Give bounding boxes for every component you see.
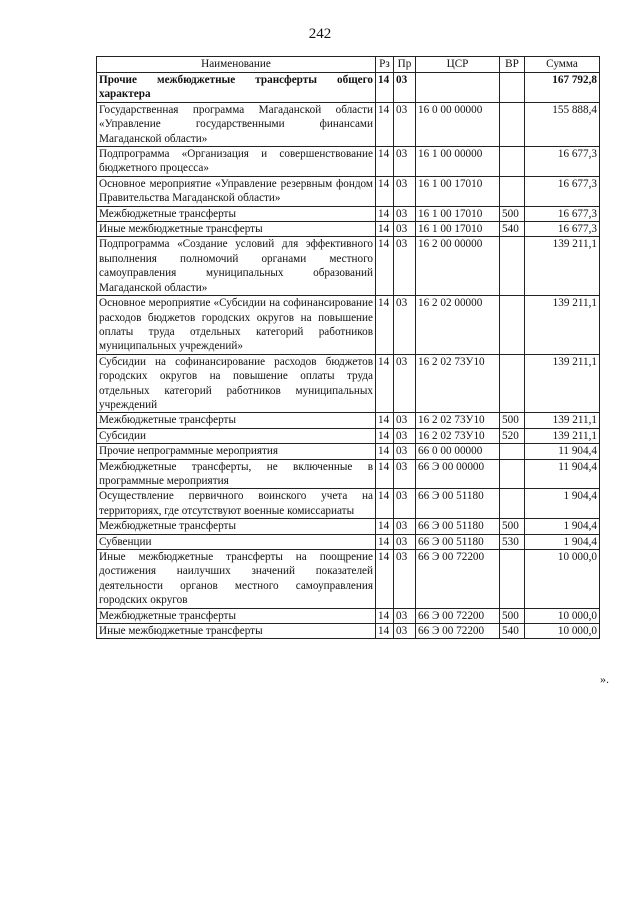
row-name: Государственная программа Магаданской области «Управление государственными финансами Магаданской области» xyxy=(97,102,376,146)
row-pr: 03 xyxy=(394,608,416,623)
row-vr xyxy=(500,296,525,355)
table-row xyxy=(97,102,600,146)
row-pr: 03 xyxy=(394,489,416,519)
row-pr: 03 xyxy=(394,534,416,549)
row-csr: 16 1 00 00000 xyxy=(416,147,500,177)
table-header xyxy=(97,57,600,73)
row-name: Субсидии xyxy=(97,428,376,443)
row-pr: 03 xyxy=(394,519,416,534)
row-vr xyxy=(500,354,525,413)
row-vr: 500 xyxy=(500,206,525,221)
row-pr: 03 xyxy=(394,459,416,489)
table-row xyxy=(97,624,600,639)
table-row xyxy=(97,413,600,428)
row-rz: 14 xyxy=(376,444,394,459)
row-name: Межбюджетные трансферты xyxy=(97,206,376,221)
row-pr: 03 xyxy=(394,428,416,443)
row-rz: 14 xyxy=(376,147,394,177)
row-vr: 540 xyxy=(500,624,525,639)
row-pr: 03 xyxy=(394,73,416,103)
row-rz: 14 xyxy=(376,608,394,623)
row-vr xyxy=(500,550,525,609)
row-vr xyxy=(500,489,525,519)
row-sum: 16 677,3 xyxy=(525,147,600,177)
row-rz: 14 xyxy=(376,428,394,443)
row-vr xyxy=(500,147,525,177)
row-pr: 03 xyxy=(394,296,416,355)
row-sum: 11 904,4 xyxy=(525,444,600,459)
row-sum: 16 677,3 xyxy=(525,222,600,237)
row-sum: 139 211,1 xyxy=(525,354,600,413)
row-name: Иные межбюджетные трансферты xyxy=(97,624,376,639)
row-rz: 14 xyxy=(376,296,394,355)
row-vr: 520 xyxy=(500,428,525,443)
row-csr: 66 Э 00 51180 xyxy=(416,519,500,534)
row-vr: 500 xyxy=(500,519,525,534)
row-rz: 14 xyxy=(376,354,394,413)
row-vr xyxy=(500,73,525,103)
row-name: Межбюджетные трансферты, не включенные в программные мероприятия xyxy=(97,459,376,489)
table-row xyxy=(97,428,600,443)
row-pr: 03 xyxy=(394,624,416,639)
row-csr: 16 2 02 73У10 xyxy=(416,413,500,428)
row-pr: 03 xyxy=(394,206,416,221)
table-row xyxy=(97,176,600,206)
row-sum: 139 211,1 xyxy=(525,237,600,296)
row-csr: 16 0 00 00000 xyxy=(416,102,500,146)
row-pr: 03 xyxy=(394,102,416,146)
row-vr xyxy=(500,237,525,296)
row-name: Субвенции xyxy=(97,534,376,549)
table-row xyxy=(97,296,600,355)
row-name: Межбюджетные трансферты xyxy=(97,608,376,623)
row-pr: 03 xyxy=(394,550,416,609)
row-sum: 16 677,3 xyxy=(525,176,600,206)
table-row xyxy=(97,354,600,413)
page-number: 242 xyxy=(308,26,332,42)
row-pr: 03 xyxy=(394,413,416,428)
row-csr: 66 Э 00 72200 xyxy=(416,608,500,623)
header-rz: Рз xyxy=(376,57,394,73)
header-name: Наименование xyxy=(97,57,376,73)
row-csr: 66 Э 00 72200 xyxy=(416,550,500,609)
row-csr: 66 Э 00 72200 xyxy=(416,624,500,639)
row-vr: 500 xyxy=(500,413,525,428)
row-csr: 66 Э 00 00000 xyxy=(416,459,500,489)
header-pr: Пр xyxy=(394,57,416,73)
row-pr: 03 xyxy=(394,237,416,296)
row-name: Основное мероприятие «Управление резервным фондом Правительства Магаданской области» xyxy=(97,176,376,206)
row-name: Прочие непрограммные мероприятия xyxy=(97,444,376,459)
row-pr: 03 xyxy=(394,176,416,206)
row-rz: 14 xyxy=(376,489,394,519)
header-row xyxy=(97,57,600,73)
row-name: Межбюджетные трансферты xyxy=(97,413,376,428)
row-sum: 1 904,4 xyxy=(525,519,600,534)
row-sum: 10 000,0 xyxy=(525,624,600,639)
row-name: Основное мероприятие «Субсидии на софинансирование расходов бюджетов городских округов на повышение оплаты труда отдельных категорий работников муниципальных учреждений» xyxy=(97,296,376,355)
row-rz: 14 xyxy=(376,459,394,489)
row-csr xyxy=(416,73,500,103)
row-csr: 66 Э 00 51180 xyxy=(416,534,500,549)
row-csr: 66 0 00 00000 xyxy=(416,444,500,459)
closing-quote-mark: ». xyxy=(600,672,609,686)
table-row xyxy=(97,519,600,534)
row-csr: 16 2 02 73У10 xyxy=(416,354,500,413)
row-name: Прочие межбюджетные трансферты общего характера xyxy=(97,73,376,103)
row-sum: 1 904,4 xyxy=(525,534,600,549)
row-rz: 14 xyxy=(376,624,394,639)
table-row xyxy=(97,237,600,296)
row-vr: 500 xyxy=(500,608,525,623)
row-rz: 14 xyxy=(376,534,394,549)
row-csr: 16 1 00 17010 xyxy=(416,222,500,237)
table-row xyxy=(97,73,600,103)
row-vr xyxy=(500,176,525,206)
table-row xyxy=(97,489,600,519)
table-row xyxy=(97,459,600,489)
row-csr: 16 2 02 73У10 xyxy=(416,428,500,443)
row-csr: 16 2 02 00000 xyxy=(416,296,500,355)
row-name: Подпрограмма «Организация и совершенствование бюджетного процесса» xyxy=(97,147,376,177)
row-pr: 03 xyxy=(394,354,416,413)
row-vr xyxy=(500,459,525,489)
row-name: Иные межбюджетные трансферты на поощрение достижения наилучших значений показателей деятельности органов местного самоуправления городских округов xyxy=(97,550,376,609)
header-vr: ВР xyxy=(500,57,525,73)
row-sum: 10 000,0 xyxy=(525,608,600,623)
row-rz: 14 xyxy=(376,176,394,206)
table-row xyxy=(97,534,600,549)
header-csr: ЦСР xyxy=(416,57,500,73)
row-vr: 530 xyxy=(500,534,525,549)
row-rz: 14 xyxy=(376,73,394,103)
row-csr: 16 2 00 00000 xyxy=(416,237,500,296)
budget-table xyxy=(96,56,600,639)
row-pr: 03 xyxy=(394,147,416,177)
row-vr xyxy=(500,102,525,146)
row-sum: 16 677,3 xyxy=(525,206,600,221)
row-name: Осуществление первичного воинского учета на территориях, где отсутствуют военные комиссариаты xyxy=(97,489,376,519)
row-rz: 14 xyxy=(376,222,394,237)
row-sum: 167 792,8 xyxy=(525,73,600,103)
row-name: Субсидии на софинансирование расходов бюджетов городских округов на повышение оплаты труда отдельных категорий работников муниципальных учреждений xyxy=(97,354,376,413)
row-rz: 14 xyxy=(376,519,394,534)
row-rz: 14 xyxy=(376,413,394,428)
row-sum: 155 888,4 xyxy=(525,102,600,146)
row-csr: 66 Э 00 51180 xyxy=(416,489,500,519)
row-rz: 14 xyxy=(376,206,394,221)
row-sum: 10 000,0 xyxy=(525,550,600,609)
row-sum: 139 211,1 xyxy=(525,428,600,443)
table-row xyxy=(97,147,600,177)
row-csr: 16 1 00 17010 xyxy=(416,176,500,206)
row-rz: 14 xyxy=(376,237,394,296)
table-row xyxy=(97,222,600,237)
row-csr: 16 1 00 17010 xyxy=(416,206,500,221)
row-pr: 03 xyxy=(394,444,416,459)
header-sum: Сумма xyxy=(525,57,600,73)
row-sum: 139 211,1 xyxy=(525,296,600,355)
row-vr xyxy=(500,444,525,459)
table-row xyxy=(97,444,600,459)
table-row xyxy=(97,550,600,609)
row-sum: 139 211,1 xyxy=(525,413,600,428)
table-body xyxy=(97,73,600,639)
table-row xyxy=(97,608,600,623)
row-sum: 11 904,4 xyxy=(525,459,600,489)
row-rz: 14 xyxy=(376,550,394,609)
row-name: Подпрограмма «Создание условий для эффективного выполнения полномочий органами местного самоуправления муниципальных образований Магаданской области» xyxy=(97,237,376,296)
row-rz: 14 xyxy=(376,102,394,146)
row-name: Межбюджетные трансферты xyxy=(97,519,376,534)
table-row xyxy=(97,206,600,221)
row-vr: 540 xyxy=(500,222,525,237)
row-sum: 1 904,4 xyxy=(525,489,600,519)
row-name: Иные межбюджетные трансферты xyxy=(97,222,376,237)
row-pr: 03 xyxy=(394,222,416,237)
